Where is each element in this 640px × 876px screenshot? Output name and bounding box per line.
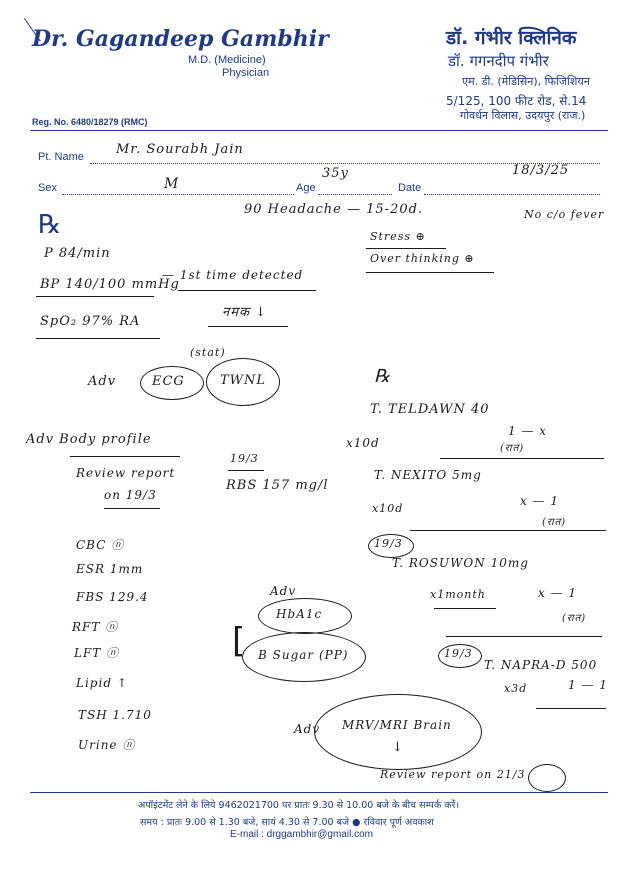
twnl-text: TWNL: [220, 373, 267, 388]
fbs-result: FBS 129.4: [76, 590, 149, 604]
sex-value: M: [164, 176, 180, 192]
body-profile-underline: [70, 456, 180, 457]
age-value: 35y: [322, 166, 349, 181]
adv-ecg-prefix: Adv: [88, 374, 117, 389]
review-date: on 19/3: [104, 488, 157, 502]
med3-timing: (रात): [562, 613, 587, 624]
hba1c-text: HbA1c: [276, 607, 323, 621]
over-thinking-underline: [366, 272, 494, 273]
adv-mri-prefix: Adv: [294, 722, 321, 736]
bp-underline: [36, 296, 154, 297]
med2-duration: x10d: [372, 502, 404, 515]
over-thinking-note: Over thinking ⊕: [370, 252, 475, 265]
degree-hi: एम. डी. (मेडिसिन), फिजिशियन: [462, 75, 590, 88]
age-dotline: [318, 194, 392, 195]
chief-complaint: 90 Headache — 15-20d.: [244, 202, 424, 217]
med2-underline: [410, 530, 606, 531]
no-fever-note: No c/o fever: [524, 208, 605, 221]
med2-name: T. NEXITO 5mg: [374, 468, 482, 482]
date-label: Date: [398, 182, 422, 194]
pt-name-value: Mr. Sourabh Jain: [116, 142, 244, 157]
stat-label: (stat): [190, 346, 226, 359]
appointment-note: अपॉइंटमेंट लेने के लिये 9462021700 पर प्रातः 9.30 से 10.00 बजे के बीच सम्पर्क करें।: [138, 800, 460, 811]
degree-en: M.D. (Medicine): [188, 54, 266, 66]
mri-oval: [314, 694, 482, 770]
med1-dose: 1 — x: [508, 424, 548, 438]
spo2-underline: [36, 338, 160, 339]
tsh-result: TSH 1.710: [78, 708, 152, 722]
adv-body-profile: Adv Body profile: [26, 432, 152, 447]
rbs-date-underline: [228, 470, 264, 471]
urine-result: Urine ⓝ: [78, 738, 136, 752]
address-line2-hi: गोवर्धन विलास, उदयपुर (राज.): [460, 109, 586, 122]
salt-underline: [208, 326, 288, 327]
med3-name: T. ROSUWON 10mg: [392, 556, 529, 570]
med3-date: 19/3: [374, 537, 403, 550]
lipid-result: Lipid ↑: [76, 676, 128, 690]
med3-duration-underline: [434, 608, 496, 609]
med4-date: 19/3: [444, 647, 473, 660]
email-address: E-mail : drggambhir@gmail.com: [230, 829, 373, 840]
rx2-symbol: ℞: [374, 366, 392, 387]
doctor-name-en: Dr. Gagandeep Gambhir: [32, 26, 329, 52]
review-date-underline: [104, 508, 160, 509]
med2-dose: x — 1: [520, 494, 560, 508]
mri-text: MRV/MRI Brain: [342, 718, 452, 732]
rbs-date: 19/3: [230, 452, 259, 465]
first-time-detected: — 1st time detected: [162, 268, 304, 282]
address-line1-hi: 5/125, 100 फीट रोड, से.14: [446, 94, 587, 108]
pulse-note: P 84/min: [44, 246, 111, 261]
pt-name-label: Pt. Name: [38, 151, 84, 163]
med1-duration: x10d: [346, 436, 380, 450]
ecg-text: ECG: [152, 374, 185, 389]
salt-note: नमक ↓: [222, 305, 267, 320]
rx-symbol: ℞: [38, 210, 62, 240]
date-dotline: [424, 194, 600, 195]
age-label: Age: [296, 182, 316, 194]
bsugar-text: B Sugar (PP): [258, 648, 349, 662]
first-time-underline: [178, 290, 316, 291]
doctor-name-hi: डॉ. गगनदीप गंभीर: [448, 52, 549, 70]
med4-name: T. NAPRA-D 500: [484, 658, 598, 672]
med1-underline: [440, 458, 604, 459]
med1-name: T. TELDAWN 40: [370, 402, 490, 417]
header-divider: [30, 130, 608, 131]
med3-underline: [446, 636, 602, 637]
esr-result: ESR 1mm: [76, 562, 144, 576]
stress-underline: [366, 248, 446, 249]
cbc-result: CBC ⓝ: [76, 538, 125, 552]
review-final: Review report on 21/3: [380, 768, 526, 781]
spo2-note: SpO₂ 97% RA: [40, 314, 141, 329]
review-final-date-circle: [528, 764, 566, 792]
registration-number: Reg. No. 6480/18279 (RMC): [32, 117, 148, 127]
rbs-value: RBS 157 mg/l: [226, 478, 329, 493]
review-report-label: Review report: [76, 466, 176, 480]
med2-timing: (रात): [542, 517, 567, 528]
footer-divider: [30, 792, 608, 793]
adv-hba1c-prefix: Adv: [270, 584, 297, 598]
date-value: 18/3/25: [512, 163, 570, 178]
bp-note: BP 140/100 mmHg: [40, 277, 180, 292]
clinic-timing: समय : प्रातः 9.00 से 1.30 बजे, सायं 4.30 से 7.00 बजे ● रविवार पूर्ण अवकाश: [140, 817, 434, 828]
bracket-mark: [: [232, 621, 246, 661]
clinic-name-hi: डॉ. गंभीर क्लिनिक: [446, 27, 577, 49]
med4-dose: 1 — 1: [568, 678, 608, 692]
med3-dose: x — 1: [538, 586, 578, 600]
mri-arrow: ↓: [392, 740, 404, 755]
rft-result: RFT ⓝ: [72, 620, 119, 634]
med4-underline: [536, 708, 606, 709]
lft-result: LFT ⓝ: [74, 646, 120, 660]
med1-timing: (रात): [500, 443, 525, 454]
med3-duration: x1month: [430, 588, 486, 601]
sex-label: Sex: [38, 182, 57, 194]
role-en: Physician: [222, 67, 270, 79]
sex-dotline: [62, 194, 294, 195]
stress-note: Stress ⊕: [370, 230, 426, 243]
med4-duration: x3d: [504, 682, 528, 695]
